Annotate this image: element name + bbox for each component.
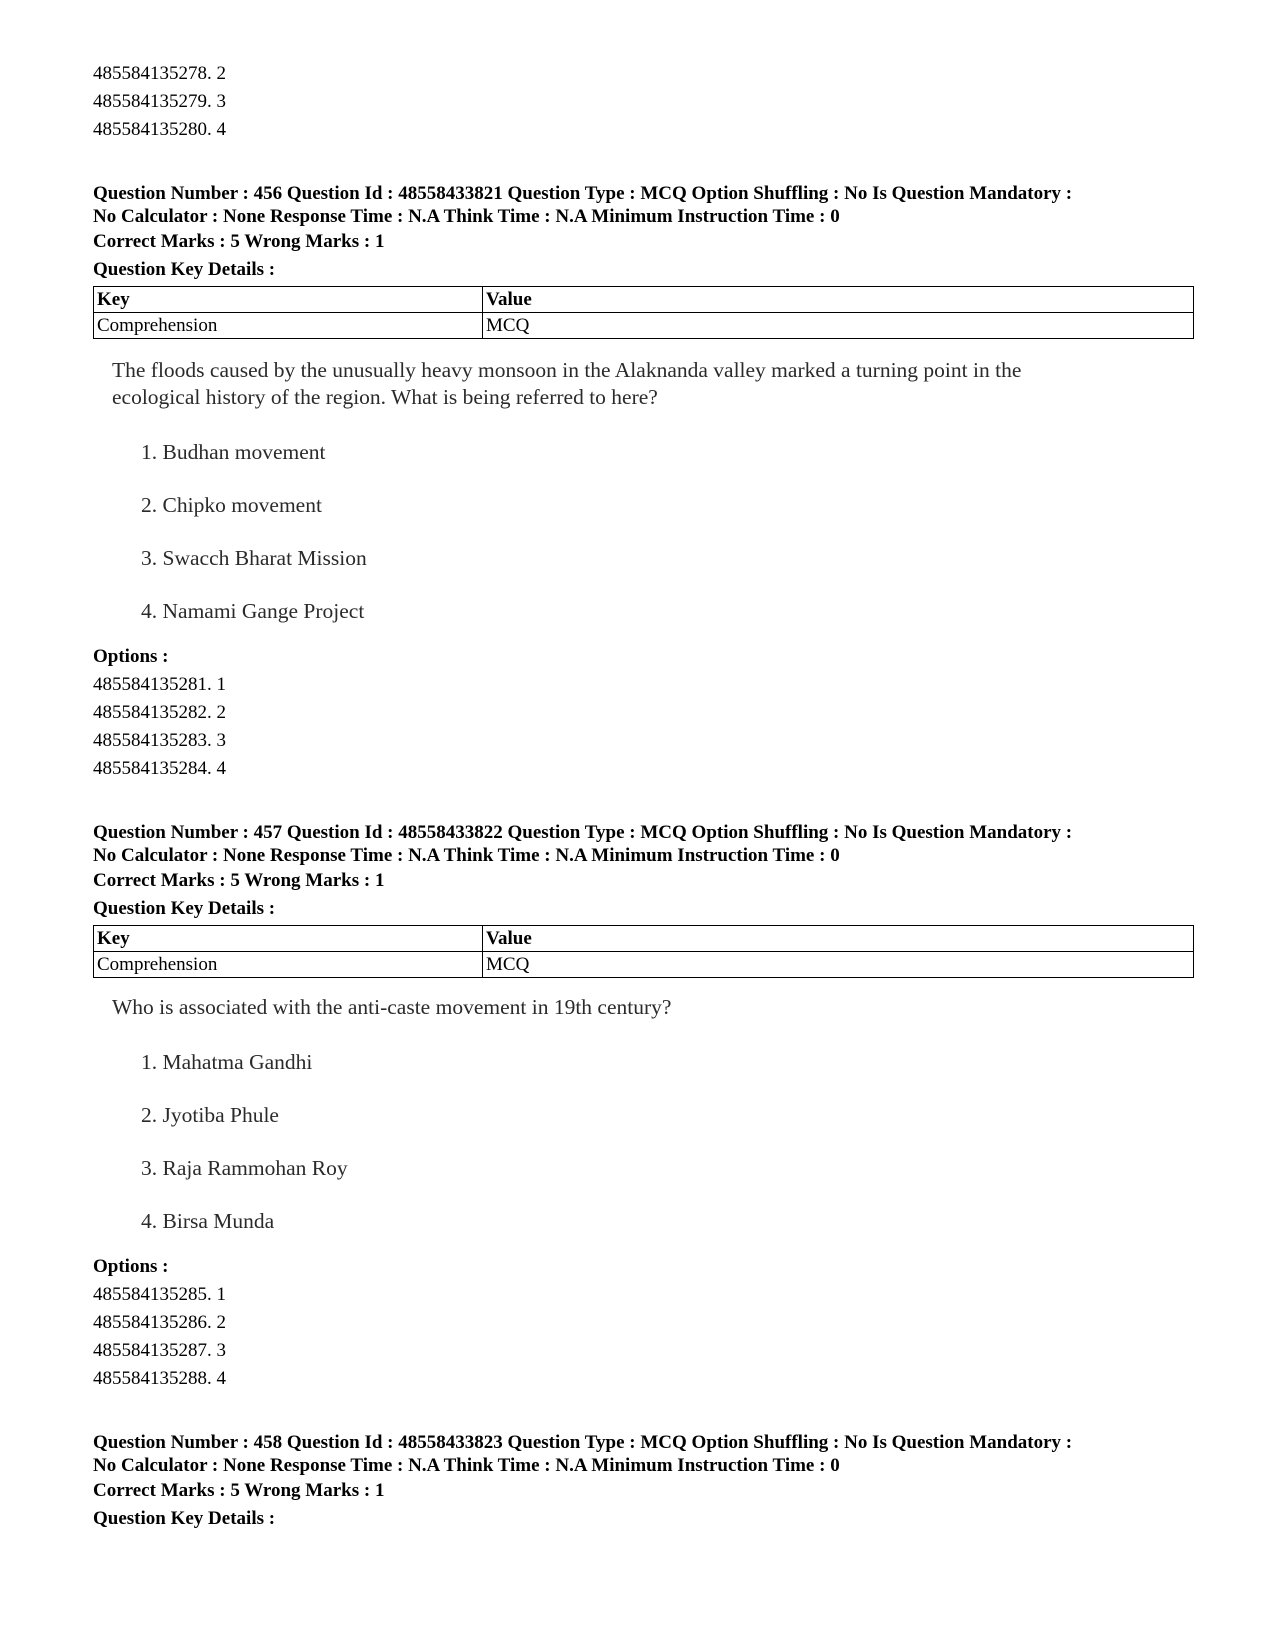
question-meta-line: No Calculator : None Response Time : N.A Think Time : N.A Minimum Instruction Time : 0	[93, 206, 840, 227]
marks-line: Correct Marks : 5 Wrong Marks : 1	[93, 870, 385, 891]
option-line: 485584135287. 3	[93, 1340, 226, 1361]
key-details-table	[93, 286, 1194, 339]
table-header-key: Key	[94, 287, 483, 313]
document-page	[93, 60, 1193, 1533]
question-stem: The floods caused by the unusually heavy monsoon in the Alaknanda valley marked a turning point in the	[112, 358, 1022, 382]
option-line: 485584135279. 3	[93, 91, 226, 112]
previous-options-list	[93, 60, 1193, 144]
marks-line: Correct Marks : 5 Wrong Marks : 1	[93, 1480, 385, 1501]
key-details-label: Question Key Details :	[93, 898, 276, 919]
option-line: 485584135278. 2	[93, 63, 226, 84]
table-cell-key: Comprehension	[94, 952, 483, 978]
option-line: 485584135286. 2	[93, 1312, 226, 1333]
table-header-row	[94, 287, 1194, 313]
table-cell-key: Comprehension	[94, 313, 483, 339]
option-line: 485584135280. 4	[93, 119, 226, 140]
option-line: 485584135281. 1	[93, 674, 226, 695]
key-details-label: Question Key Details :	[93, 1508, 276, 1529]
table-row	[94, 313, 1194, 339]
option-line: 485584135288. 4	[93, 1368, 226, 1389]
answer-choice: 1. Budhan movement	[141, 440, 326, 464]
answer-choice: 4. Birsa Munda	[141, 1209, 275, 1233]
answer-choice: 4. Namami Gange Project	[141, 599, 365, 623]
key-details-label: Question Key Details :	[93, 259, 276, 280]
option-line: 485584135284. 4	[93, 758, 226, 779]
question-meta-line: No Calculator : None Response Time : N.A Think Time : N.A Minimum Instruction Time : 0	[93, 845, 840, 866]
table-cell-value: MCQ	[483, 952, 1194, 978]
key-details-table	[93, 925, 1194, 978]
table-header-value: Value	[483, 287, 1194, 313]
question-block-458	[93, 1431, 1193, 1533]
answer-choice: 2. Chipko movement	[141, 493, 322, 517]
answer-choice: 2. Jyotiba Phule	[141, 1103, 279, 1127]
question-image	[112, 357, 1122, 625]
marks-line: Correct Marks : 5 Wrong Marks : 1	[93, 231, 385, 252]
answer-choice: 1. Mahatma Gandhi	[141, 1050, 313, 1074]
table-header-key: Key	[94, 926, 483, 952]
question-meta-line: Question Number : 457 Question Id : 48558433822 Question Type : MCQ Option Shuffling : No Is Question Mandatory :	[93, 822, 1073, 843]
answer-choice: 3. Raja Rammohan Roy	[141, 1156, 348, 1180]
table-cell-value: MCQ	[483, 313, 1194, 339]
question-image	[112, 994, 1122, 1235]
question-meta-line: Question Number : 458 Question Id : 48558433823 Question Type : MCQ Option Shuffling : No Is Question Mandatory :	[93, 1432, 1073, 1453]
question-meta-line: Question Number : 456 Question Id : 48558433821 Question Type : MCQ Option Shuffling : No Is Question Mandatory :	[93, 183, 1073, 204]
table-header-value: Value	[483, 926, 1194, 952]
question-block-457	[93, 821, 1193, 1393]
option-line: 485584135283. 3	[93, 730, 226, 751]
table-row	[94, 952, 1194, 978]
options-label: Options :	[93, 646, 169, 667]
question-stem: ecological history of the region. What is being referred to here?	[112, 385, 658, 409]
options-label: Options :	[93, 1256, 169, 1277]
question-meta-line: No Calculator : None Response Time : N.A Think Time : N.A Minimum Instruction Time : 0	[93, 1455, 840, 1476]
answer-choice: 3. Swacch Bharat Mission	[141, 546, 367, 570]
option-line: 485584135282. 2	[93, 702, 226, 723]
table-header-row	[94, 926, 1194, 952]
option-line: 485584135285. 1	[93, 1284, 226, 1305]
question-block-456	[93, 182, 1193, 783]
question-stem: Who is associated with the anti-caste movement in 19th century?	[112, 995, 672, 1019]
